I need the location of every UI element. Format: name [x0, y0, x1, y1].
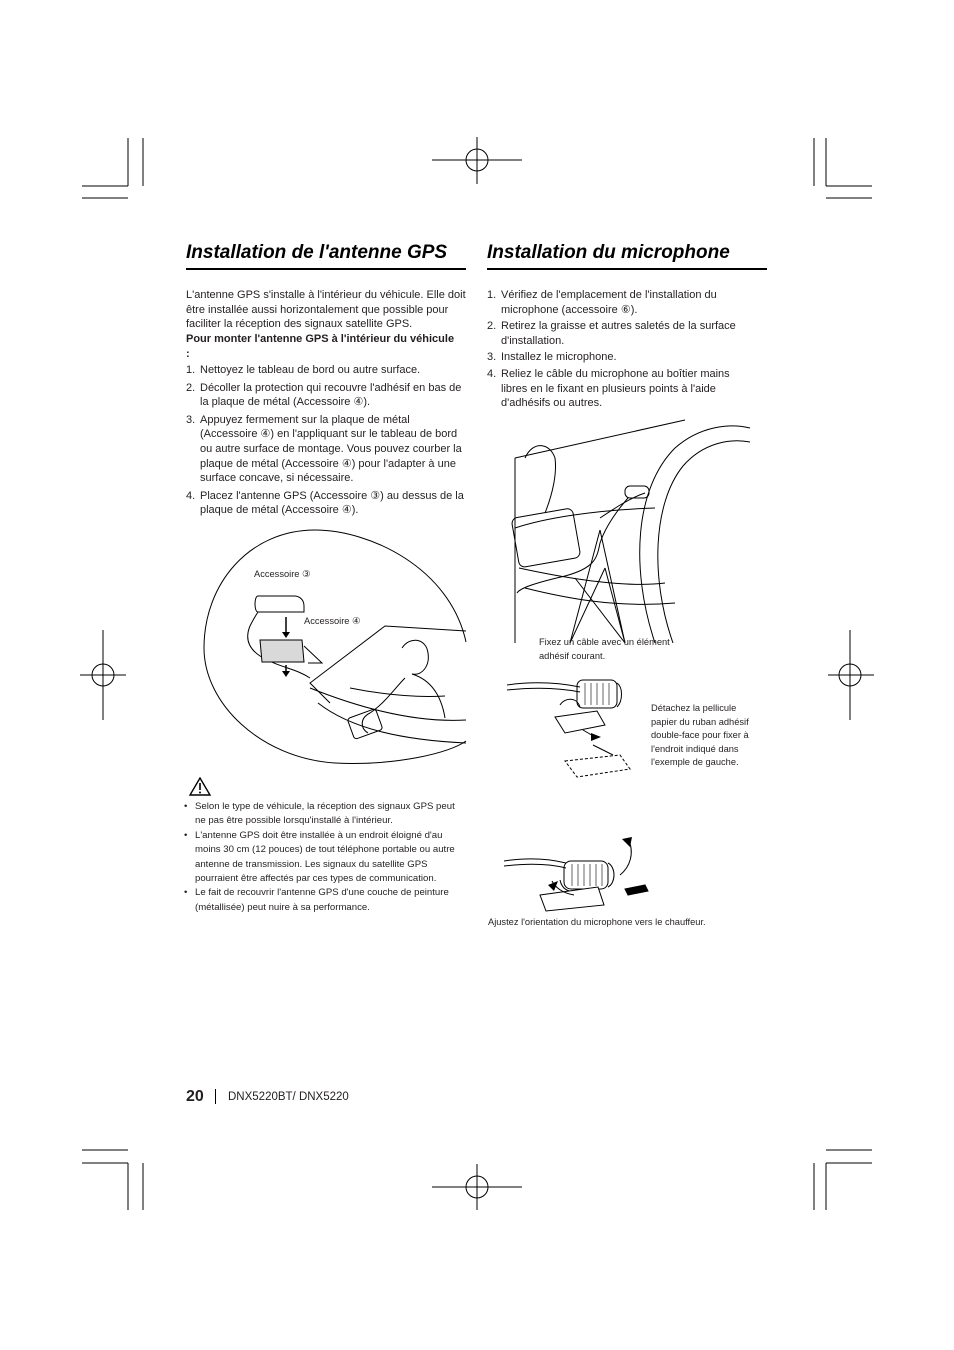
warning-item: • Le fait de recouvrir l'antenne GPS d'une couche de peinture (métallisée) peut nuire à sa performance. — [184, 887, 449, 913]
mic-step: 4. Reliez le câble du microphone au boîtier mains libres en le fixant en plusieurs points à l'aide d'adhésifs ou autres. — [487, 367, 730, 410]
caption-cable: Fixez un câble avec un élément adhésif courant. — [539, 637, 670, 661]
mic-section-title: Installation du microphone — [487, 242, 767, 270]
warning-triangle-icon — [189, 777, 211, 796]
gps-subheading: Pour monter l'antenne GPS à l'intérieur du véhicule : — [186, 333, 455, 360]
gps-section-title: Installation de l'antenne GPS — [186, 242, 466, 270]
label-accessory3: Accessoire ③ — [254, 569, 311, 579]
mic-orientation-figure — [500, 835, 660, 915]
gps-warnings — [184, 800, 466, 915]
gps-intro: L'antenne GPS s'installe à l'intérieur du véhicule. Elle doit être installée aussi horizontalement que possible pour faciliter la réception des signaux satellite GPS. — [186, 289, 466, 331]
folio-divider — [215, 1089, 216, 1104]
mic-step: 2. Retirez la graisse et autres saletés de la surface d'installation. — [487, 320, 736, 347]
caption-orientation: Ajustez l'orientation du microphone vers le chauffeur. — [488, 917, 706, 927]
mic-dashboard-figure — [505, 418, 755, 648]
gps-step: 1. Nettoyez le tableau de bord ou autre surface. — [186, 364, 421, 376]
gps-step: 2. Décoller la protection qui recouvre l'adhésif en bas de la plaque de métal (Accessoire ④). — [186, 381, 462, 409]
gps-steps — [186, 363, 466, 518]
model-name: DNX5220BT/ DNX5220 — [228, 1091, 349, 1103]
gps-step: 3. Appuyez fermement sur la plaque de métal (Accessoire ④) en l'appliquant sur le tableau de bord ou autre surface de montage. Vous pouvez courber la plaque de métal (Accessoire ④) pour l'adapter à une surface concave, si nécessaire. — [186, 413, 462, 485]
mic-step: 3. Installez le microphone. — [487, 351, 617, 364]
gps-step: 4. Placez l'antenne GPS (Accessoire ③) au dessus de la plaque de métal (Accessoire ④). — [186, 489, 464, 517]
page-number: 20 — [186, 1088, 204, 1105]
mic-steps — [487, 288, 749, 411]
mic-step: 1. Vérifiez de l'emplacement de l'installation du microphone (accessoire ⑥). — [487, 289, 717, 316]
label-accessory4: Accessoire ④ — [304, 616, 361, 626]
mic-tape-figure — [505, 675, 647, 785]
warning-item: • L'antenne GPS doit être installée à un endroit éloigné d'au moins 30 cm (12 pouces) de tout téléphone portable ou autre antenne de transmission. Les signaux du satellite GPS pourraient être affectés par ces types de communication. — [184, 829, 455, 885]
caption-tape: Détachez la pellicule papier du ruban adhésif double-face pour fixer à l'endroit indiqué dans l'exemple de gauche. — [651, 703, 749, 767]
gps-antenna-figure — [200, 528, 470, 773]
warning-item: • Selon le type de véhicule, la réception des signaux GPS peut ne pas être possible lorsqu'installé à l'intérieur. — [184, 801, 455, 827]
